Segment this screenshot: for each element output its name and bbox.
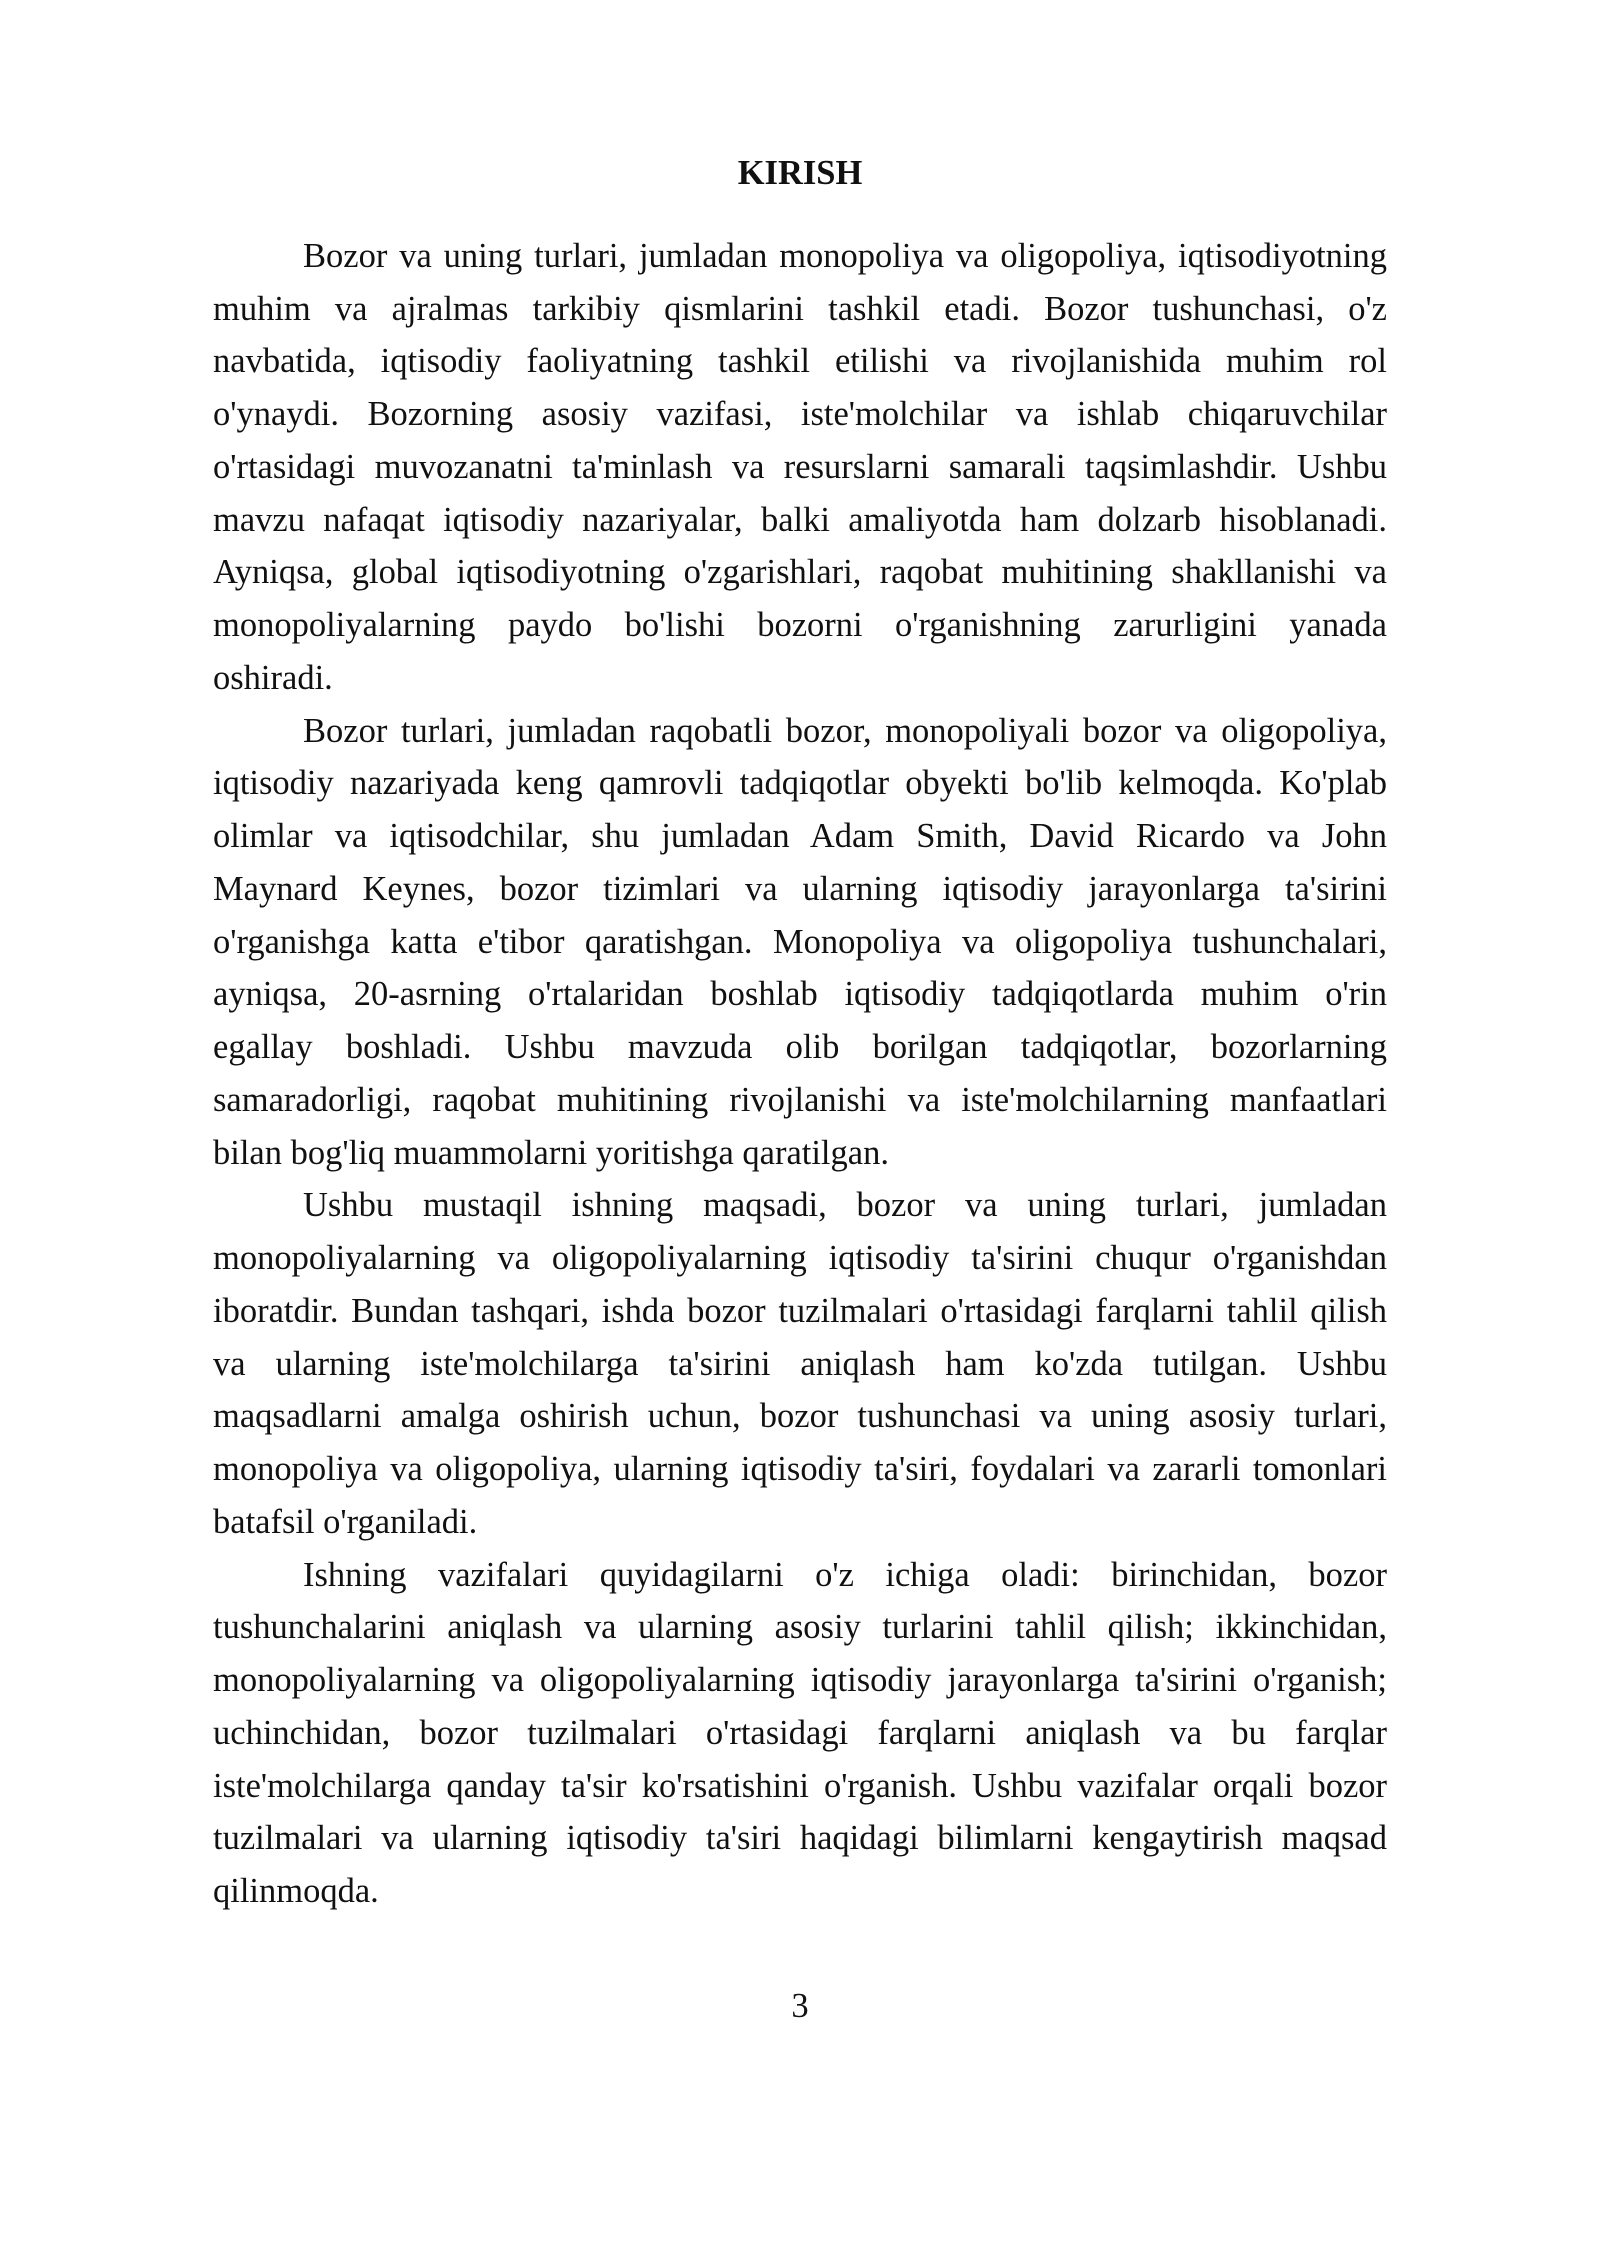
text-line: bilan bog'liq muammolarni yoritishga qaratilgan. xyxy=(213,1133,889,1172)
text-line: o'rganishga katta e'tibor qaratishgan. Monopoliya va oligopoliya tushunchalari, xyxy=(213,922,1387,961)
text-line: o'rtasidagi muvozanatni ta'minlash va resurslarni samarali taqsimlashdir. Ushbu xyxy=(213,447,1387,486)
text-line: samaradorligi, raqobat muhitining rivojlanishi va iste'molchilarning manfaatlari xyxy=(213,1080,1387,1119)
text-line: maqsadlarni amalga oshirish uchun, bozor tushunchasi va uning asosiy turlari, xyxy=(213,1397,1387,1436)
text-line: muhim va ajralmas tarkibiy qismlarini tashkil etadi. Bozor tushunchasi, o'z xyxy=(213,289,1387,328)
page-number: 3 xyxy=(791,1987,809,2025)
page-title: KIRISH xyxy=(737,153,863,192)
text-line: iboratdir. Bundan tashqari, ishda bozor tuzilmalari o'rtasidagi farqlarni tahlil qilish xyxy=(213,1291,1387,1330)
text-line: egallay boshladi. Ushbu mavzuda olib borilgan tadqiqotlar, bozorlarning xyxy=(213,1028,1387,1067)
text-line: tushunchalarini aniqlash va ularning asosiy turlarini tahlil qilish; ikkinchidan, xyxy=(213,1608,1387,1647)
text-line: navbatida, iqtisodiy faoliyatning tashkil etilishi va rivojlanishida muhim rol xyxy=(213,342,1387,381)
text-line: uchinchidan, bozor tuzilmalari o'rtasidagi farqlarni aniqlash va bu farqlar xyxy=(213,1713,1387,1752)
page-content xyxy=(213,147,1387,1918)
text-line: oshiradi. xyxy=(213,658,333,697)
paragraph-market-types xyxy=(213,705,1387,1180)
text-line: monopoliyalarning va oligopoliyalarning iqtisodiy ta'sirini chuqur o'rganishdan xyxy=(213,1239,1387,1278)
text-line: Ishning vazifalari quyidagilarni o'z ichiga oladi: birinchidan, bozor xyxy=(303,1555,1387,1594)
text-line: o'ynaydi. Bozorning asosiy vazifasi, iste'molchilar va ishlab chiqaruvchilar xyxy=(213,395,1387,434)
text-line: monopoliya va oligopoliya, ularning iqtisodiy ta'siri, foydalari va zararli tomonlari xyxy=(213,1450,1387,1489)
text-line: mavzu nafaqat iqtisodiy nazariyalar, balki amaliyotda ham dolzarb hisoblanadi. xyxy=(213,500,1387,539)
text-line: tuzilmalari va ularning iqtisodiy ta'siri haqidagi bilimlarni kengaytirish maqsad xyxy=(213,1819,1387,1858)
text-line: Bozor va uning turlari, jumladan monopoliya va oligopoliya, iqtisodiyotning xyxy=(303,236,1387,275)
text-line: Bozor turlari, jumladan raqobatli bozor, monopoliyali bozor va oligopoliya, xyxy=(303,711,1387,750)
text-line: ayniqsa, 20-asrning o'rtalaridan boshlab iqtisodiy tadqiqotlarda muhim o'rin xyxy=(213,975,1387,1014)
text-line: Ushbu mustaqil ishning maqsadi, bozor va uning turlari, jumladan xyxy=(303,1186,1387,1225)
text-line: monopoliyalarning paydo bo'lishi bozorni o'rganishning zarurligini yanada xyxy=(213,606,1387,645)
text-line: olimlar va iqtisodchilar, shu jumladan Adam Smith, David Ricardo va John xyxy=(213,817,1387,856)
text-line: va ularning iste'molchilarga ta'sirini aniqlash ham ko'zda tutilgan. Ushbu xyxy=(213,1344,1387,1383)
paragraph-purpose xyxy=(213,1179,1387,1548)
text-line: iqtisodiy nazariyada keng qamrovli tadqiqotlar obyekti bo'lib kelmoqda. Ko'plab xyxy=(213,764,1387,803)
paragraph-tasks xyxy=(213,1549,1387,1918)
text-line: Maynard Keynes, bozor tizimlari va ularning iqtisodiy jarayonlarga ta'sirini xyxy=(213,869,1387,908)
text-line: iste'molchilarga qanday ta'sir ko'rsatishini o'rganish. Ushbu vazifalar orqali bozor xyxy=(213,1766,1387,1805)
text-line: batafsil o'rganiladi. xyxy=(213,1502,478,1541)
text-line: qilinmoqda. xyxy=(213,1872,379,1911)
paragraph-introduction xyxy=(213,230,1387,705)
text-line: monopoliyalarning va oligopoliyalarning iqtisodiy jarayonlarga ta'sirini o'rganish; xyxy=(213,1661,1387,1700)
text-line: Ayniqsa, global iqtisodiyotning o'zgarishlari, raqobat muhitining shakllanishi va xyxy=(213,553,1387,592)
